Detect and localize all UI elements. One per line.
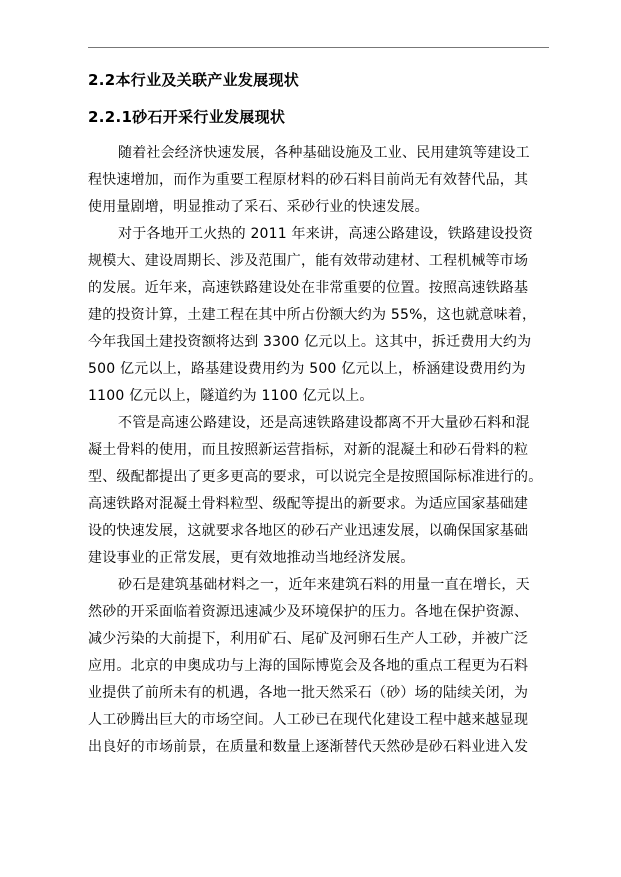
text-line: 建设事业的正常发展，更有效地推动当地经济发展。 xyxy=(88,550,415,566)
text-line: 建的投资计算，土建工程在其中所占份额大约为 55%，这也就意味着， xyxy=(88,307,537,323)
paragraph-4 xyxy=(88,572,558,761)
text-line: 的发展。近年来，高速铁路建设处在非常重要的位置。按照高速铁路基 xyxy=(88,280,529,296)
text-line: 规模大、建设周期长、涉及范围广，能有效带动建材、工程机械等市场 xyxy=(88,253,529,269)
text-line: 然砂的开采面临着资源迅速减少及环境保护的压力。各地在保护资源、 xyxy=(88,604,529,620)
text-line: 不管是高速公路建设，还是高速铁路建设都离不开大量砂石料和混 xyxy=(118,415,530,431)
text-line: 应用。北京的申奥成功与上海的国际博览会及各地的重点工程更为石料 xyxy=(88,658,529,674)
section-heading: 2.2本行业及关联产业发展现状 xyxy=(88,71,300,89)
text-line: 使用量剧增，明显推动了采石、采砂行业的快速发展。 xyxy=(88,199,429,215)
text-line: 凝土骨料的使用，而且按照新运营指标，对新的混凝土和砂石骨料的粒 xyxy=(88,442,529,458)
text-line: 500 亿元以上，路基建设费用约为 500 亿元以上，桥涵建设费用约为 xyxy=(88,361,526,377)
text-line: 出良好的市场前景，在质量和数量上逐渐替代天然砂是砂石料业进入发 xyxy=(88,739,529,755)
paragraph-3 xyxy=(88,410,558,572)
header-rule xyxy=(88,47,549,48)
text-line: 人工砂腾出巨大的市场空间。人工砂已在现代化建设工程中越来越显现 xyxy=(88,712,529,728)
text-line: 高速铁路对混凝土骨料粒型、级配等提出的新要求。为适应国家基础建 xyxy=(88,496,529,512)
text-line: 1100 亿元以上，隧道约为 1100 亿元以上。 xyxy=(88,388,374,404)
paragraph-1 xyxy=(88,140,558,221)
text-line: 对于各地开工火热的 2011 年来讲，高速公路建设，铁路建设投资 xyxy=(118,226,533,242)
text-line: 型、级配都提出了更多更高的要求，可以说完全是按照国际标准进行的。 xyxy=(88,469,543,485)
text-line: 设的快速发展，这就要求各地区的砂石产业迅速发展，以确保国家基础 xyxy=(88,523,529,539)
subsection-heading: 2.2.1砂石开采行业发展现状 xyxy=(88,108,286,126)
paragraph-2 xyxy=(88,221,558,410)
document-body xyxy=(88,140,558,761)
text-line: 业提供了前所未有的机遇，各地一批天然采石（砂）场的陆续关闭，为 xyxy=(88,685,529,701)
text-line: 随着社会经济快速发展，各种基础设施及工业、民用建筑等建设工 xyxy=(118,145,530,161)
text-line: 减少污染的大前提下，利用矿石、尾矿及河卵石生产人工砂，并被广泛 xyxy=(88,631,529,647)
text-line: 砂石是建筑基础材料之一，近年来建筑石料的用量一直在增长，天 xyxy=(118,577,530,593)
text-line: 程快速增加，而作为重要工程原材料的砂石料目前尚无有效替代品，其 xyxy=(88,172,529,188)
text-line: 今年我国土建投资额将达到 3300 亿元以上。这其中，拆迁费用大约为 xyxy=(88,334,532,350)
